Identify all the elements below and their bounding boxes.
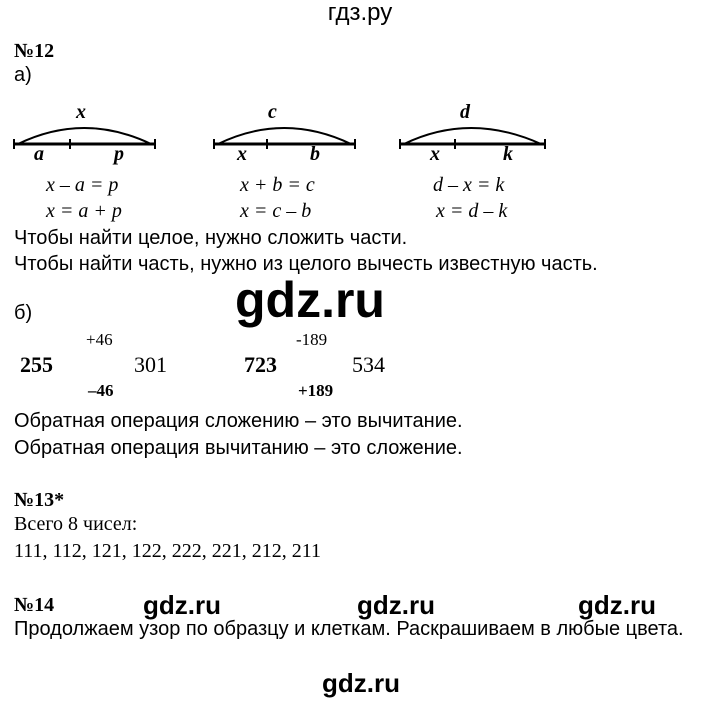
segment-3-equation-1: d – x = k	[433, 174, 505, 196]
watermark-footer: gdz.ru	[322, 668, 400, 698]
segment-2-right-label: b	[310, 143, 320, 165]
inverse-subtraction: Обратная операция вычитанию – это сложение.	[14, 437, 463, 459]
segment-diagram-3	[400, 128, 545, 149]
op-1-from: 255	[20, 352, 53, 377]
segment-3-equation-2: x = d – k	[436, 200, 508, 222]
op-1-backward: –46	[88, 381, 114, 400]
segment-arc-1	[18, 128, 151, 144]
op-1-to: 301	[134, 352, 167, 377]
watermark-row-3: gdz.ru	[578, 590, 656, 620]
task-13-numbers: 111, 112, 121, 122, 222, 221, 212, 211	[14, 540, 322, 562]
segment-arc-2	[218, 128, 351, 144]
watermark-row-1: gdz.ru	[143, 590, 221, 620]
watermark-row-2: gdz.ru	[357, 590, 435, 620]
task-13-number: №13*	[14, 489, 65, 511]
inverse-addition: Обратная операция сложению – это вычитание.	[14, 410, 463, 432]
segment-1-top-label: x	[76, 101, 86, 123]
segment-1-right-label: p	[114, 143, 124, 165]
segment-2-equation-2: x = c – b	[240, 200, 312, 222]
site-header: гдз.ру	[327, 0, 393, 26]
segment-3-right-label: k	[503, 143, 513, 165]
op-2-forward: -189	[296, 330, 328, 349]
segment-diagram-2	[214, 128, 355, 149]
segment-1-left-label: a	[34, 143, 44, 165]
op-2-to: 534	[352, 352, 385, 377]
task-12-number: №12	[14, 40, 55, 62]
segment-3-left-label: x	[430, 143, 440, 165]
rule-whole: Чтобы найти целое, нужно сложить части.	[14, 227, 408, 249]
segment-2-top-label: c	[268, 101, 277, 123]
task-14-number: №14	[14, 594, 55, 616]
rule-part: Чтобы найти часть, нужно из целого вычесть известную часть.	[14, 253, 598, 275]
segment-3-top-label: d	[460, 101, 470, 123]
segment-2-left-label: x	[237, 143, 247, 165]
segment-1-equation-2: x = a + p	[46, 200, 122, 222]
part-a-label: а)	[14, 64, 32, 86]
task-14-text: Продолжаем узор по образцу и клеткам. Раскрашиваем в любые цвета.	[14, 618, 684, 640]
op-1-forward: +46	[86, 330, 113, 349]
segment-1-equation-1: x – a = p	[46, 174, 119, 196]
op-2-backward: +189	[298, 381, 334, 400]
segment-2-equation-1: x + b = c	[240, 174, 315, 196]
part-b-label: б)	[14, 302, 33, 324]
task-13-total: Всего 8 чисел:	[14, 513, 138, 535]
watermark-main: gdz.ru	[235, 272, 385, 328]
op-2-from: 723	[244, 352, 277, 377]
segment-arc-3	[404, 128, 541, 144]
